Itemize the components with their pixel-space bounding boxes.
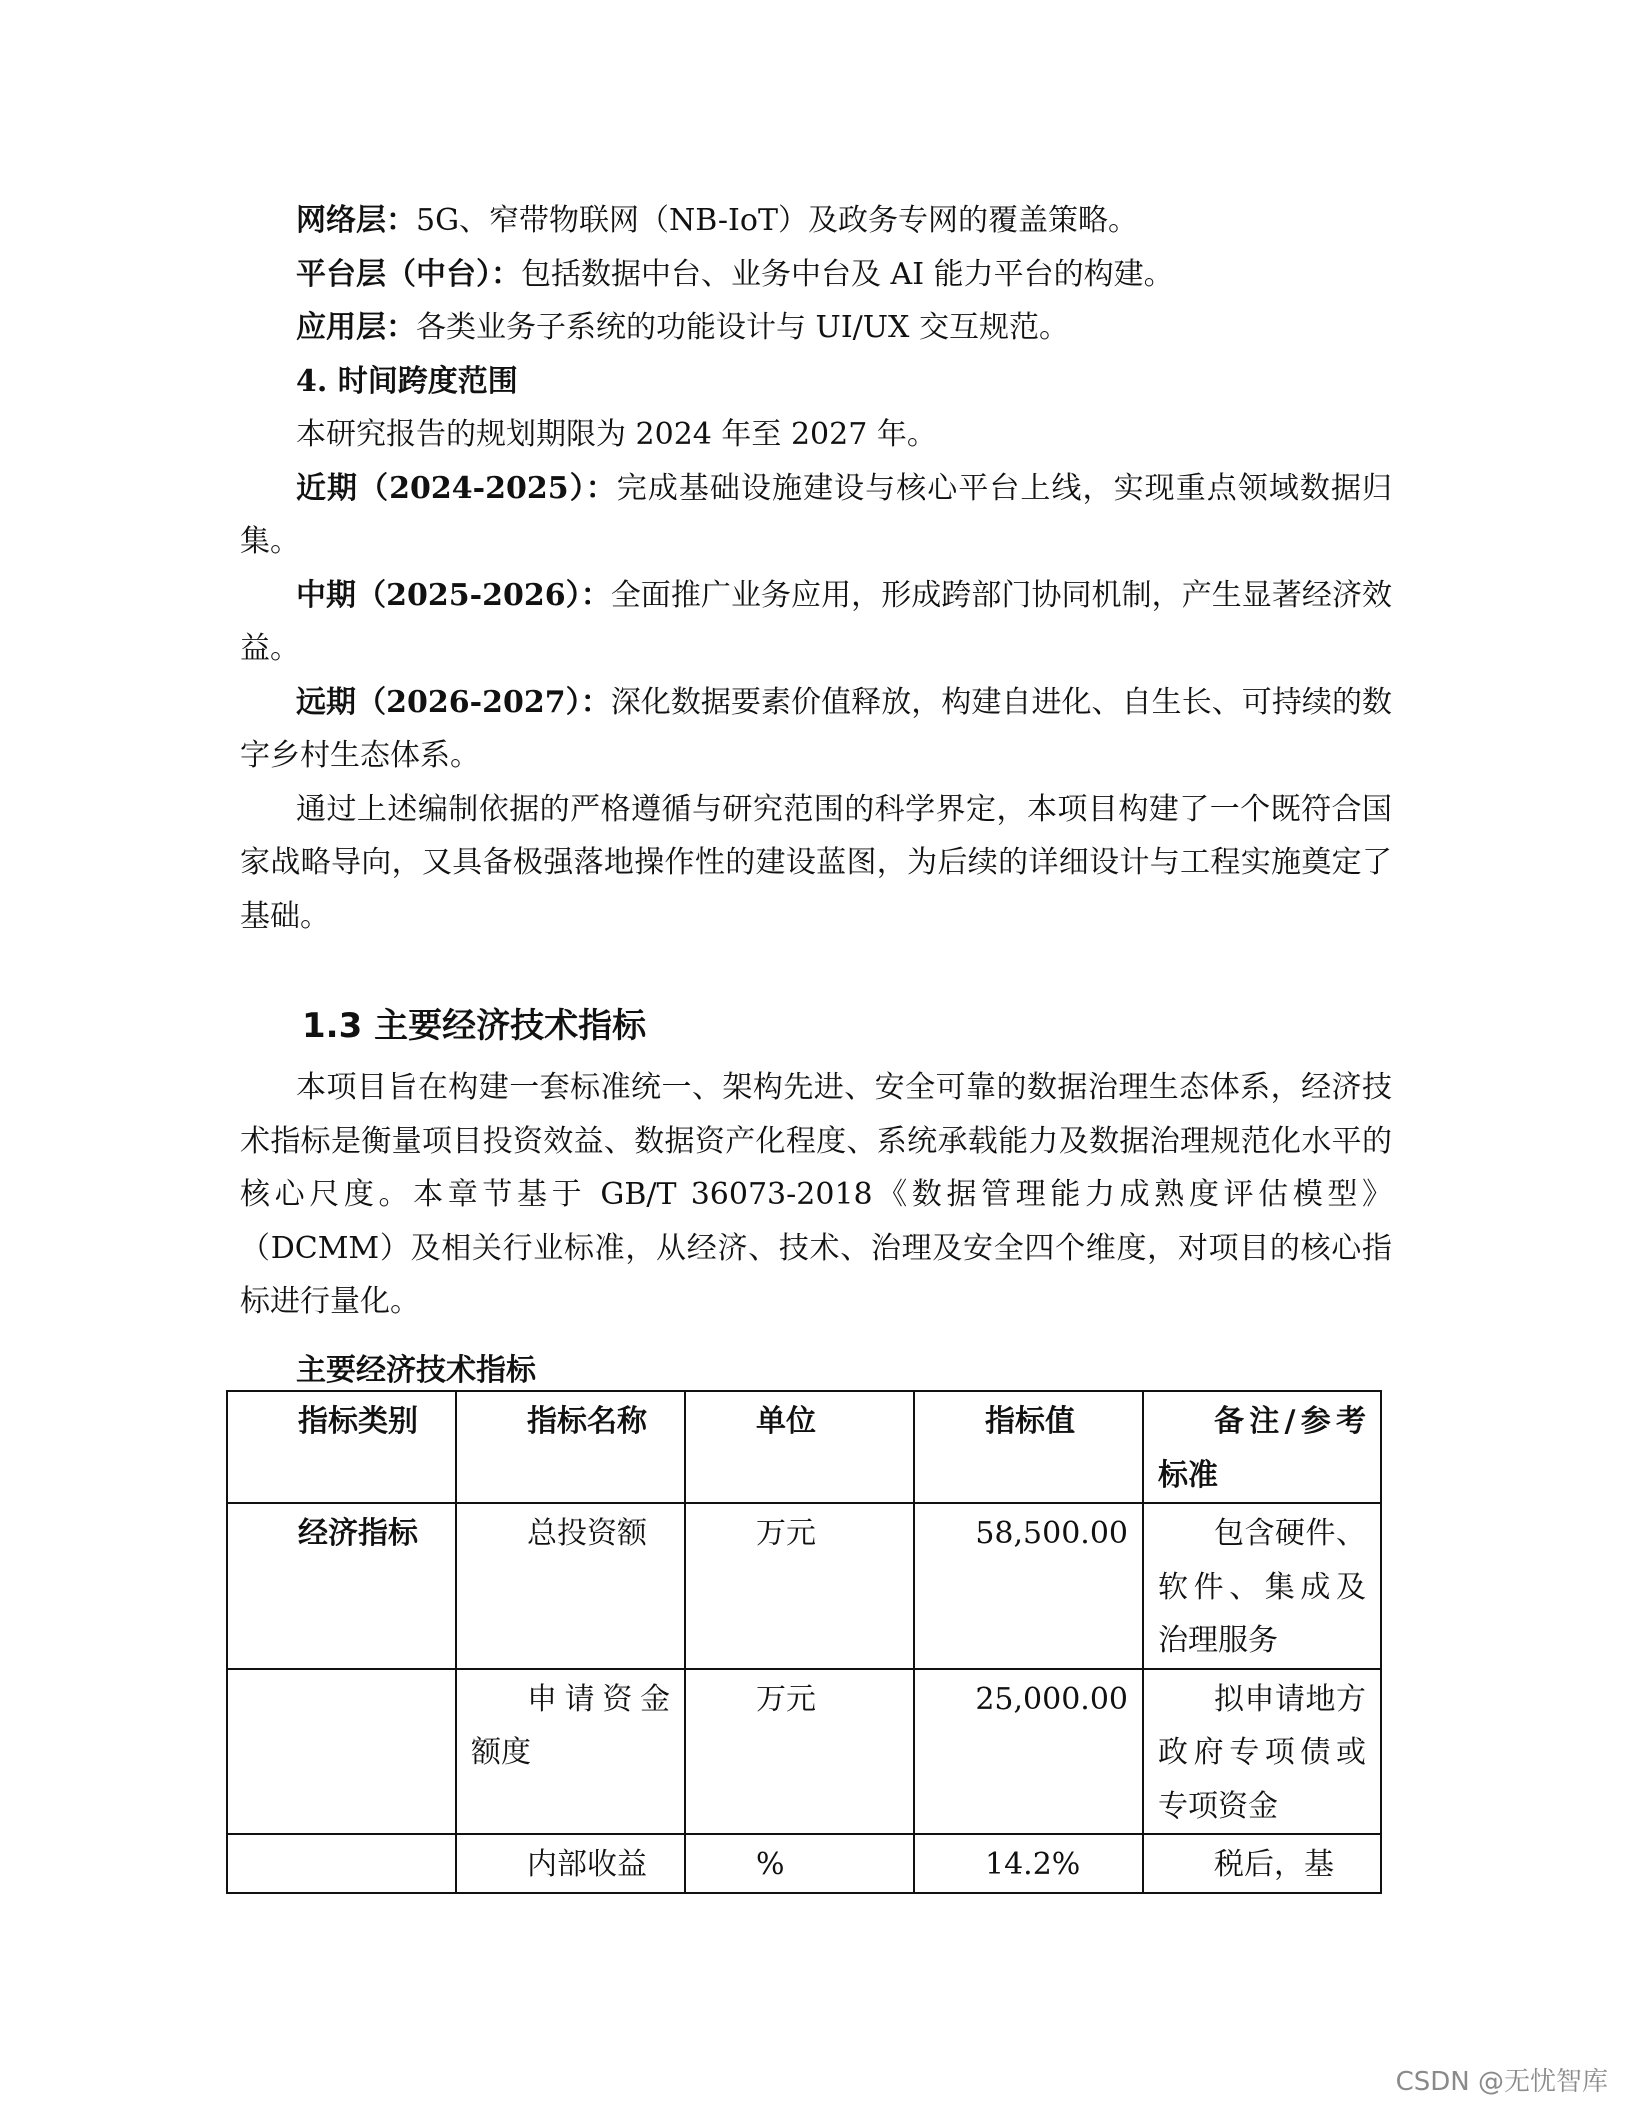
cell-indicator-name: 申请资金额度 bbox=[456, 1669, 685, 1835]
header-value: 指标值 bbox=[914, 1391, 1143, 1503]
cell-category bbox=[227, 1834, 456, 1893]
section-heading: 1.3 主要经济技术指标 bbox=[302, 1006, 647, 1046]
table-header-row bbox=[227, 1391, 1381, 1503]
header-unit: 单位 bbox=[685, 1391, 914, 1503]
cell-category bbox=[227, 1669, 456, 1835]
cell-indicator-value: 14.2% bbox=[914, 1834, 1143, 1893]
body-text bbox=[240, 194, 1392, 943]
paragraph-long-term: 远期（2026-2027）：深化数据要素价值释放，构建自进化、自生长、可持续的数字乡村生态体系。 bbox=[240, 684, 1392, 773]
table-caption: 主要经济技术指标 bbox=[296, 1353, 536, 1388]
table-row bbox=[227, 1669, 1381, 1835]
paragraph-platform-layer: 平台层（中台）：包括数据中台、业务中台及 AI 能力平台的构建。 bbox=[296, 256, 1174, 292]
cell-notes: 拟申请地方政府专项债或专项资金 bbox=[1143, 1669, 1381, 1835]
header-category: 指标类别 bbox=[227, 1391, 456, 1503]
cell-category: 经济指标 bbox=[227, 1503, 456, 1669]
header-notes: 备注/参考标准 bbox=[1143, 1391, 1381, 1503]
indicators-table bbox=[226, 1390, 1382, 1894]
header-name: 指标名称 bbox=[456, 1391, 685, 1503]
paragraph-application-layer: 应用层：各类业务子系统的功能设计与 UI/UX 交互规范。 bbox=[296, 310, 1069, 345]
table-row bbox=[227, 1834, 1381, 1893]
section-intro: 本项目旨在构建一套标准统一、架构先进、安全可靠的数据治理生态体系，经济技术指标是衡量项目投资效益、数据资产化程度、系统承载能力及数据治理规范化水平的核心尺度。本章节基于 GB/T 36073-2018《数据管理能力成熟度评估模型》（DCMM）及相关行业标准，从经济、技术、治理及安全四个维度，对项目的核心指标进行量化。 bbox=[240, 1070, 1392, 1319]
section-intro-block bbox=[240, 1061, 1392, 1329]
cell-indicator-value: 58,500.00 bbox=[914, 1503, 1143, 1669]
cell-indicator-name: 内部收益 bbox=[456, 1834, 685, 1893]
watermark: CSDN @无忧智库 bbox=[1395, 2067, 1608, 2097]
cell-unit: % bbox=[685, 1834, 914, 1893]
paragraph-summary: 通过上述编制依据的严格遵循与研究范围的科学界定，本项目构建了一个既符合国家战略导向，又具备极强落地操作性的建设蓝图，为后续的详细设计与工程实施奠定了基础。 bbox=[240, 791, 1392, 934]
table-row bbox=[227, 1503, 1381, 1669]
paragraph-mid-term: 中期（2025-2026）：全面推广业务应用，形成跨部门协同机制，产生显著经济效益。 bbox=[240, 577, 1392, 666]
cell-indicator-value: 25,000.00 bbox=[914, 1669, 1143, 1835]
cell-unit: 万元 bbox=[685, 1669, 914, 1835]
paragraph-network-layer: 网络层：5G、窄带物联网（NB-IoT）及政务专网的覆盖策略。 bbox=[296, 203, 1138, 238]
paragraph-planning-period: 本研究报告的规划期限为 2024 年至 2027 年。 bbox=[296, 417, 937, 452]
cell-notes: 税后，基 bbox=[1143, 1834, 1381, 1893]
cell-indicator-name: 总投资额 bbox=[456, 1503, 685, 1669]
cell-notes: 包含硬件、软件、集成及治理服务 bbox=[1143, 1503, 1381, 1669]
cell-unit: 万元 bbox=[685, 1503, 914, 1669]
section-4-title: 4. 时间跨度范围 bbox=[296, 363, 518, 399]
paragraph-near-term: 近期（2024-2025）：完成基础设施建设与核心平台上线，实现重点领域数据归集。 bbox=[240, 470, 1393, 559]
